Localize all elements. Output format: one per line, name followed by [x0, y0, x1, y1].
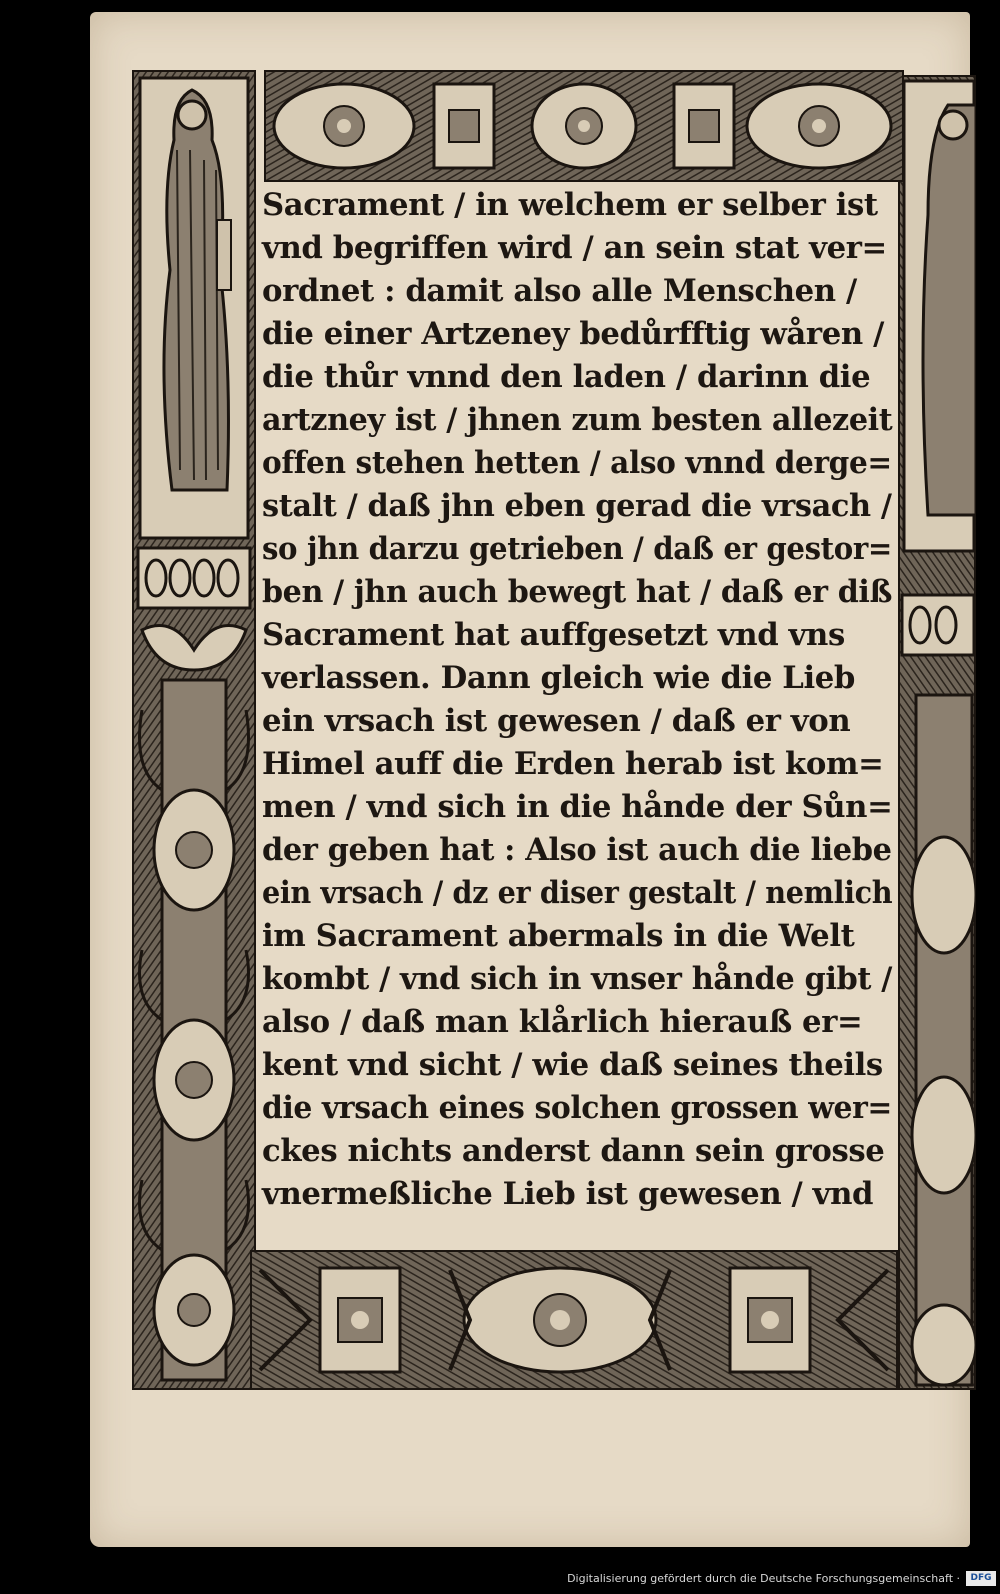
text-line-23: ckes nichts anderst dann sein grosse [262, 1133, 885, 1169]
woodcut-top-border-icon [264, 70, 904, 182]
text-line-10: ben / jhn auch bewegt hat / daß er diß [262, 574, 892, 610]
text-line-1: Sacrament / in welchem er selber ist [262, 187, 878, 223]
text-line-14: Himel auff die Erden herab ist kom= [262, 746, 884, 782]
text-line-16: der geben hat : Also ist auch die liebe [262, 832, 892, 868]
text-line-12: verlassen. Dann gleich wie die Lieb [262, 660, 855, 696]
text-line-17: ein vrsach / dz er diser gestalt / nemlich [262, 875, 893, 911]
dfg-logo-icon: DFG [966, 1571, 996, 1586]
text-line-3: ordnet : damit also alle Menschen / [262, 273, 857, 309]
text-line-9: so jhn darzu getrieben / daß er gestor= [262, 531, 892, 567]
text-line-22: die vrsach eines solchen grossen wer= [262, 1090, 892, 1126]
page-text [262, 184, 898, 1244]
text-line-24: vnermeßliche Lieb ist gewesen / vnd [262, 1176, 874, 1212]
text-line-15: men / vnd sich in die hånde der Sůn= [262, 789, 893, 825]
text-line-2: vnd begriffen wird / an sein stat ver= [262, 230, 887, 266]
text-line-13: ein vrsach ist gewesen / daß er von [262, 703, 851, 739]
text-line-11: Sacrament hat auffgesetzt vnd vns [262, 617, 845, 653]
text-line-4: die einer Artzeney bedůrfftig wåren / [262, 316, 884, 352]
text-line-20: also / daß man klårlich hierauß er= [262, 1004, 863, 1040]
text-line-6: artzney ist / jhnen zum besten allezeit [262, 402, 893, 438]
woodcut-right-border-icon [898, 75, 976, 1390]
woodcut-bottom-border-icon [250, 1250, 898, 1390]
text-line-21: kent vnd sicht / wie daß seines theils [262, 1047, 883, 1083]
digitization-credit: Digitalisierung gefördert durch die Deutsche Forschungsgemeinschaft · [567, 1572, 960, 1585]
text-line-5: die thůr vnnd den laden / darinn die [262, 359, 871, 395]
text-line-18: im Sacrament abermals in die Welt [262, 918, 855, 954]
text-line-7: offen stehen hetten / also vnnd derge= [262, 445, 892, 481]
text-line-8: stalt / daß jhn eben gerad die vrsach / [262, 488, 892, 524]
woodcut-left-border-icon [132, 70, 256, 1390]
text-line-19: kombt / vnd sich in vnser hånde gibt / [262, 961, 892, 997]
